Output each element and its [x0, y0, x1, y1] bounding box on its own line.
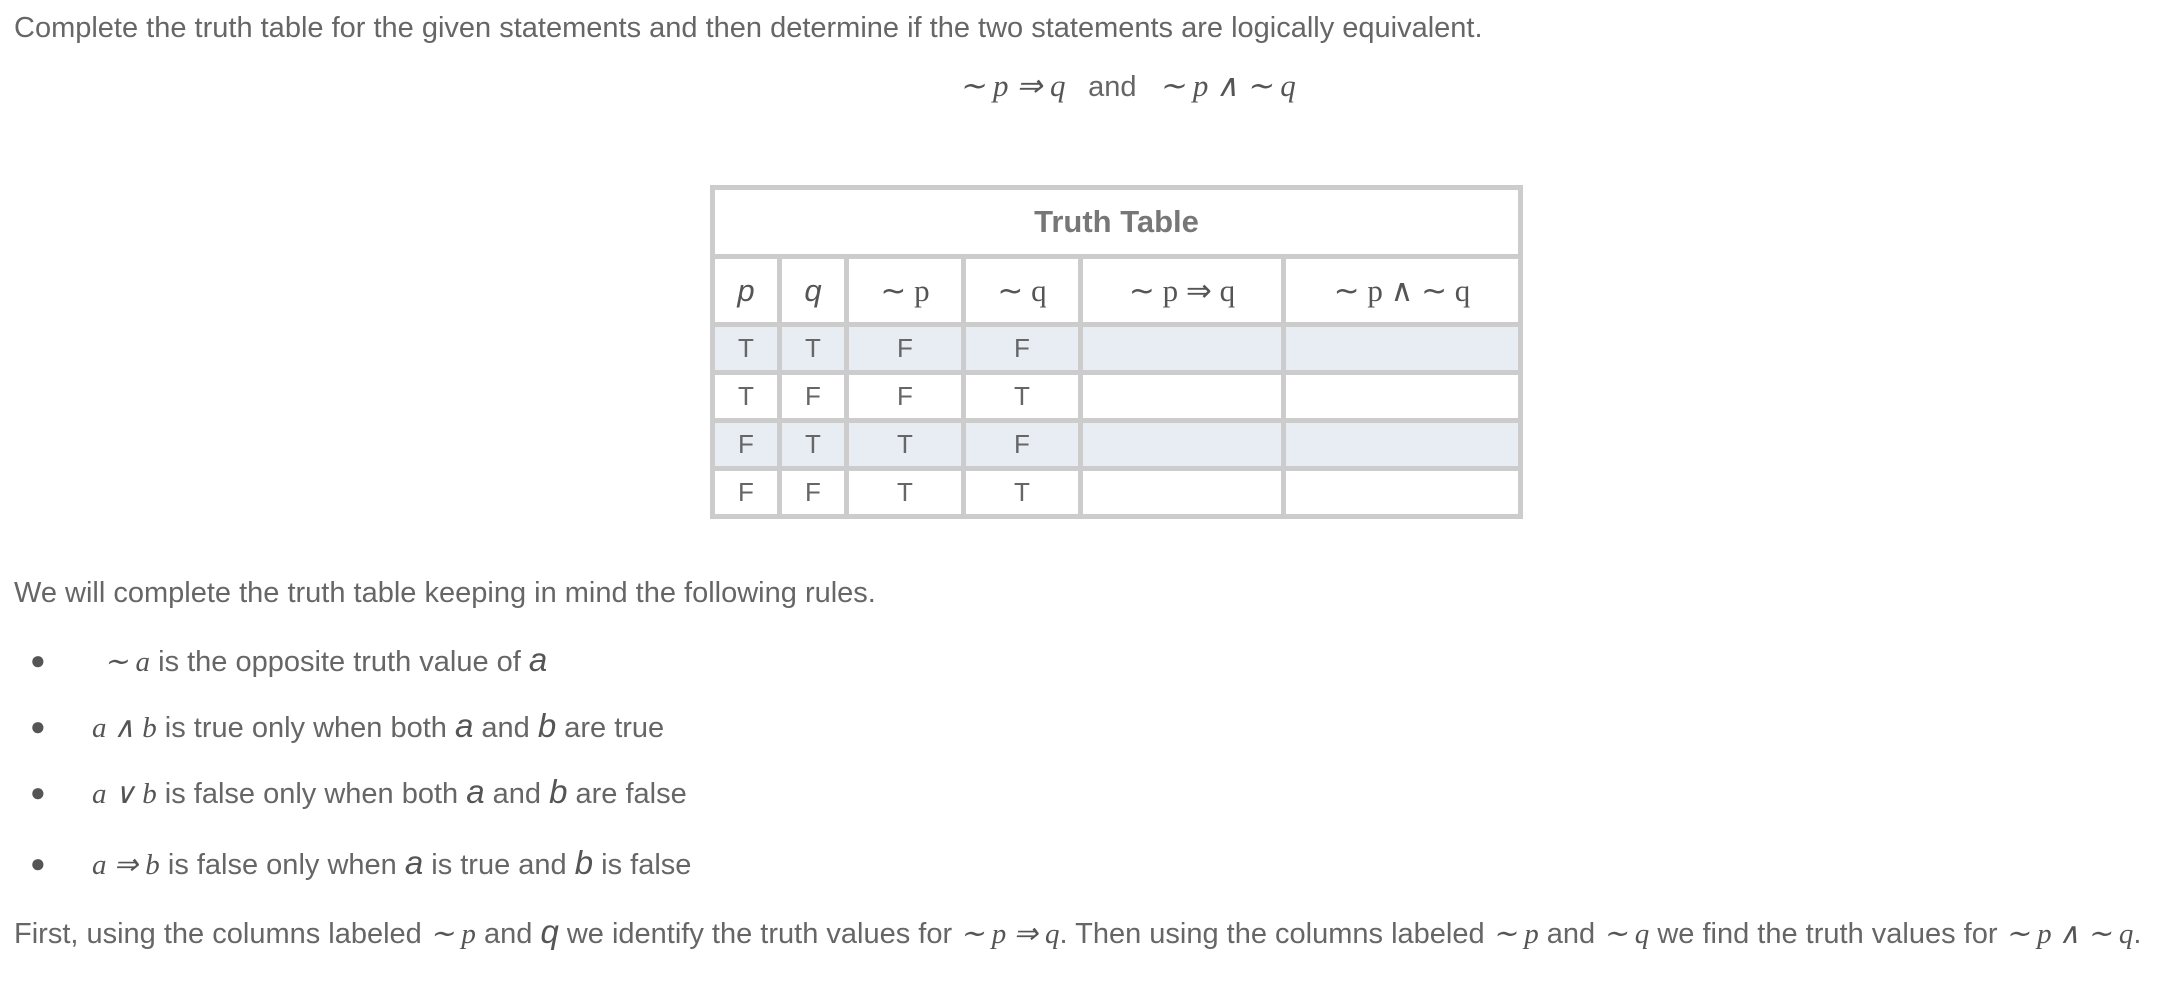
rule-math: ∼ a: [104, 646, 151, 678]
conclusion-text: First, using the columns labeled: [14, 918, 430, 950]
cell-not-q: F: [964, 421, 1081, 469]
bullet-icon: ●: [30, 711, 46, 741]
rule-math: a ∨ b: [92, 778, 157, 810]
conclusion-text: we identify the truth values for: [558, 918, 961, 950]
conclusion-math: ∼ p: [429, 918, 476, 950]
conclusion-math: ∼ p: [1492, 918, 1539, 950]
rule-var-a: a: [404, 844, 424, 881]
rule-text: is the opposite truth value of: [150, 646, 529, 678]
problem-prompt: Complete the truth table for the given statements and then determine if the two statements are logically equivalent.: [14, 12, 1483, 44]
rules-intro: We will complete the truth table keeping in mind the following rules.: [14, 577, 876, 609]
rule-var-a: a: [454, 707, 474, 744]
rule-text: is false: [593, 849, 692, 881]
header-not-p-and-not-q: ∼ p ∧ ∼ q: [1284, 257, 1521, 325]
cell-not-p: T: [847, 469, 964, 517]
conclusion-text: .: [2133, 918, 2142, 950]
truth-table: [710, 185, 1523, 519]
conclusion-math: ∼ q: [1603, 918, 1650, 950]
conclusion-text: and: [475, 918, 541, 950]
cell-not-p-and-not-q[interactable]: [1284, 325, 1521, 373]
and-word: and: [1088, 71, 1137, 103]
header-not-q: ∼ q: [964, 257, 1081, 325]
cell-not-p: T: [847, 421, 964, 469]
statement-2: ∼ p ∧ ∼ q: [1159, 68, 1296, 103]
rule-content: [92, 772, 687, 814]
rule-var-b: b: [537, 707, 557, 744]
cell-p: F: [713, 469, 780, 517]
rule-content: [104, 640, 547, 682]
cell-not-p-and-not-q[interactable]: [1284, 469, 1521, 517]
rule-content: [92, 706, 664, 748]
cell-not-q: T: [964, 469, 1081, 517]
cell-p: T: [713, 373, 780, 421]
table-row: [713, 373, 1521, 421]
cell-p: F: [713, 421, 780, 469]
truth-table-title: Truth Table: [713, 188, 1521, 257]
header-q: q: [780, 257, 847, 325]
cell-p: T: [713, 325, 780, 373]
rule-math: a ⇒ b: [92, 849, 160, 881]
rule-text: and: [484, 778, 550, 810]
conclusion-math: ∼ p ⇒ q: [960, 918, 1060, 950]
bullet-icon: ●: [30, 777, 46, 807]
rule-text: is true only when both: [156, 712, 455, 744]
table-row: [713, 325, 1521, 373]
cell-q: F: [780, 373, 847, 421]
cell-not-q: F: [964, 325, 1081, 373]
rule-text: is true and: [423, 849, 575, 881]
conclusion-paragraph: [14, 911, 2164, 955]
cell-q: T: [780, 325, 847, 373]
bullet-icon: ●: [30, 645, 46, 675]
rule-content: [92, 843, 691, 885]
cell-not-p-and-not-q[interactable]: [1284, 421, 1521, 469]
statements-line: [0, 66, 2176, 107]
table-row: [713, 421, 1521, 469]
rule-var-a: a: [528, 641, 548, 678]
rule-var-a: a: [466, 773, 485, 810]
cell-not-p-implies-q[interactable]: [1081, 469, 1284, 517]
rule-text: is false only when both: [156, 778, 467, 810]
rule-text: are false: [567, 778, 687, 810]
rule-var-b: b: [574, 844, 594, 881]
header-not-p: ∼ p: [847, 257, 964, 325]
conclusion-text: and: [1538, 918, 1604, 950]
cell-not-p: F: [847, 373, 964, 421]
cell-q: F: [780, 469, 847, 517]
cell-not-p-implies-q[interactable]: [1081, 421, 1284, 469]
cell-not-p-and-not-q[interactable]: [1284, 373, 1521, 421]
statement-1: ∼ p ⇒ q: [959, 68, 1066, 103]
rule-text: are true: [556, 712, 665, 744]
bullet-icon: ●: [30, 848, 46, 878]
conclusion-var-q: q: [540, 913, 559, 950]
rule-text: and: [473, 712, 538, 744]
table-row: [713, 469, 1521, 517]
cell-not-p-implies-q[interactable]: [1081, 373, 1284, 421]
truth-table-header-row: [713, 257, 1521, 325]
rule-var-b: b: [549, 773, 568, 810]
rule-math: a ∧ b: [92, 712, 157, 744]
cell-not-q: T: [964, 373, 1081, 421]
conclusion-math: ∼ p ∧ ∼ q: [2005, 918, 2134, 950]
rule-text: is false only when: [159, 849, 405, 881]
cell-q: T: [780, 421, 847, 469]
header-not-p-implies-q: ∼ p ⇒ q: [1081, 257, 1284, 325]
cell-not-p: F: [847, 325, 964, 373]
conclusion-text: . Then using the columns labeled: [1059, 918, 1493, 950]
cell-not-p-implies-q[interactable]: [1081, 325, 1284, 373]
header-p: p: [713, 257, 780, 325]
conclusion-text: we find the truth values for: [1649, 918, 2006, 950]
